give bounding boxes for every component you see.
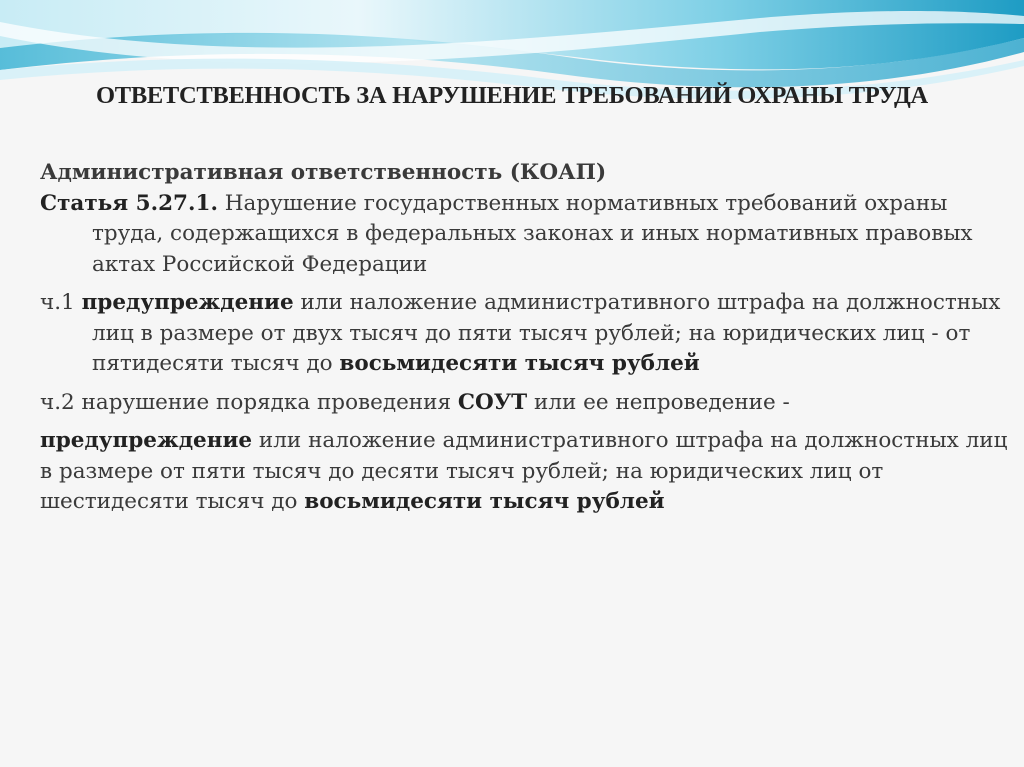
part2-paragraph bbox=[40, 388, 1015, 419]
section-heading: Административная ответственность (КОАП) bbox=[40, 160, 607, 185]
article-text: Нарушение государственных нормативных требований охраны труда, содержащихся в федеральных законах и иных нормативных правовых актах Российской Федерации bbox=[92, 190, 973, 277]
part2-text: ч.2 нарушение порядка проведения bbox=[40, 389, 458, 415]
article-label: Статья 5.27.1. bbox=[40, 190, 218, 216]
part2-penalty-paragraph bbox=[40, 426, 1015, 518]
part2-bold-sout: СОУТ bbox=[457, 389, 528, 415]
article-paragraph bbox=[40, 189, 1015, 281]
part2-penalty-text: или наложение административного штрафа на должностных лиц в размере от пяти тысяч до десяти тысяч рублей; на юридических лиц от шестидесяти тысяч до bbox=[40, 428, 1008, 514]
part1-prefix: ч.1 bbox=[40, 290, 82, 315]
part1-paragraph bbox=[40, 288, 1015, 380]
part2-penalty-bold-warning: предупреждение bbox=[40, 428, 253, 453]
slide-title: ОТВЕТСТВЕННОСТЬ ЗА НАРУШЕНИЕ ТРЕБОВАНИЙ ОХРАНЫ ТРУДА bbox=[96, 82, 928, 109]
part2-text-end: или ее непроведение - bbox=[527, 389, 790, 415]
part1-bold-warning: предупреждение bbox=[81, 290, 294, 315]
slide-content bbox=[40, 158, 1015, 518]
part2-penalty-bold-amount: восьмидесяти тысяч рублей bbox=[304, 489, 665, 514]
part1-text: или наложение административного штрафа на должностных лиц в размере от двух тысяч до пяти тысяч рублей; на юридических лиц - от пятидесяти тысяч до bbox=[92, 290, 1001, 376]
part1-bold-amount: восьмидесяти тысяч рублей bbox=[339, 351, 700, 376]
